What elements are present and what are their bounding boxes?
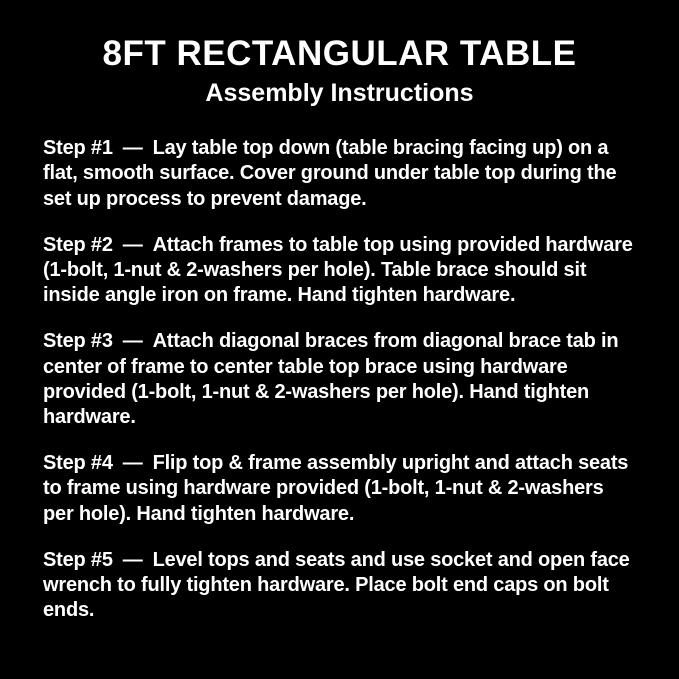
step-1-text: Lay table top down (table bracing facing up) on a flat, smooth surface. Cover ground under table top during the set up process to prevent damage. xyxy=(43,137,617,210)
step-2-dash: — xyxy=(122,233,143,256)
step-3-text: Attach diagonal braces from diagonal brace tab in center of frame to center table top brace using hardware provided (1-bolt, 1-nut & 2-washers per hole). Hand tighten hardware. xyxy=(43,330,619,428)
step-1-dash: — xyxy=(122,137,143,160)
step-1-label: Step #1 xyxy=(43,137,113,160)
step-3 xyxy=(43,329,636,430)
page-title: 8FT RECTANGULAR TABLE xyxy=(102,34,577,73)
step-1 xyxy=(43,136,636,212)
page-subtitle: Assembly Instructions xyxy=(205,79,474,108)
step-3-label: Step #3 xyxy=(43,330,113,353)
step-4-text: Flip top & frame assembly upright and attach seats to frame using hardware provided (1-bolt, 1-nut & 2-washers per hole). Hand tighten hardware. xyxy=(43,452,629,525)
step-4-label: Step #4 xyxy=(43,452,113,475)
step-4 xyxy=(43,451,636,527)
step-2 xyxy=(43,233,636,309)
step-2-text: Attach frames to table top using provided hardware (1-bolt, 1-nut & 2-washers per hole). Table brace should sit inside angle iron on frame. Hand tighten hardware. xyxy=(43,233,633,307)
step-2-label: Step #2 xyxy=(43,233,113,256)
step-5-text: Level tops and seats and use socket and open face wrench to fully tighten hardware. Place bolt end caps on bolt ends. xyxy=(43,548,630,622)
step-5-label: Step #5 xyxy=(43,548,113,571)
step-4-dash: — xyxy=(122,452,143,475)
poster-header xyxy=(43,34,636,108)
step-5 xyxy=(43,548,636,624)
steps-list xyxy=(43,136,636,623)
step-3-dash: — xyxy=(122,330,143,353)
step-5-dash: — xyxy=(122,548,143,571)
